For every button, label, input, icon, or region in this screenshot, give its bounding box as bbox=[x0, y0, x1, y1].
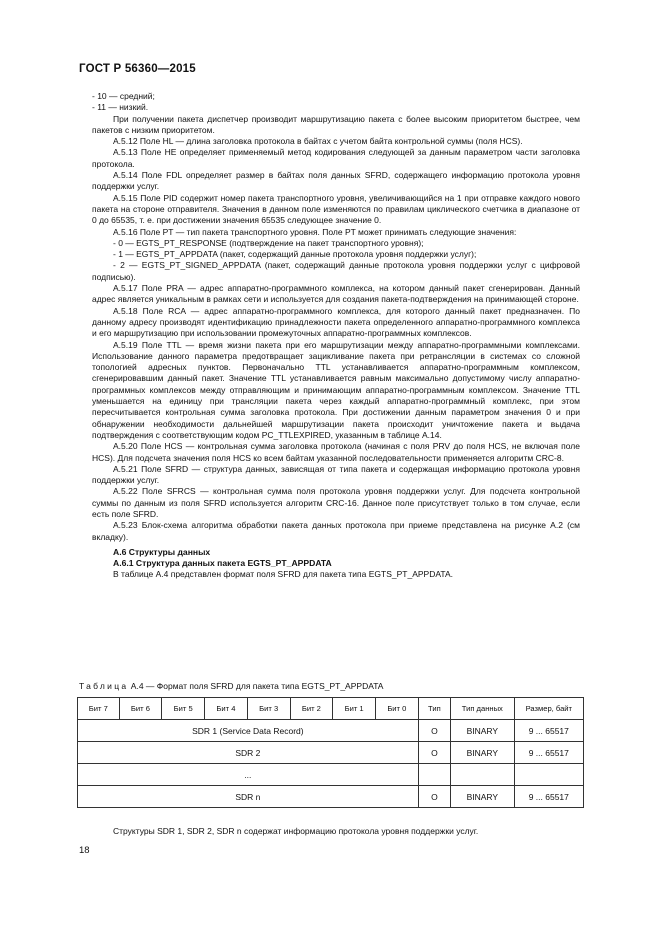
paragraph-a521: А.5.21 Поле SFRD — структура данных, зависящая от типа пакета и содержащая информацию протокола уровня поддержки услуг. bbox=[92, 463, 580, 486]
paragraph-a516: А.5.16 Поле PT — тип пакета транспортного уровня. Поле PT может принимать следующие значения: bbox=[113, 226, 517, 237]
table-cell-data-type bbox=[451, 764, 515, 786]
paragraph-a514: А.5.14 Поле FDL определяет размер в байтах поля данных SFRD, содержащего информацию протокола уровня поддержки услуг. bbox=[92, 170, 580, 192]
table-header-cell: Бит 2 bbox=[290, 698, 333, 720]
table-header-cell: Бит 1 bbox=[333, 698, 376, 720]
paragraph-a515: А.5.15 Поле PID содержит номер пакета транспортного уровня, увеличивающийся на 1 при отправке каждого нового пакета на стороне отправителя. Значения в данном поле изменяются по правилам циклического счетчика в диапазоне от 0 до 65535, т. е. при достижении значения 65535 следующее значение 0. bbox=[92, 192, 580, 226]
table-caption-text: А.4 — Формат поля SFRD для пакета типа EGTS_PT_APPDATA bbox=[128, 681, 384, 691]
section-heading-a6: А.6 Структуры данных bbox=[113, 546, 211, 557]
paragraph-after-table: Структуры SDR 1, SDR 2, SDR n содержат информацию протокола уровня поддержки услуг. bbox=[113, 826, 479, 836]
table-cell-size bbox=[514, 764, 583, 786]
table-cell-name: ... bbox=[78, 764, 419, 786]
table-row bbox=[78, 720, 584, 742]
table-row bbox=[78, 764, 584, 786]
table-header-cell: Бит 5 bbox=[162, 698, 205, 720]
list-item: - 11 — низкий. bbox=[92, 102, 149, 113]
table-header-cell: Бит 7 bbox=[78, 698, 120, 720]
table-header-cell: Тип bbox=[418, 698, 450, 720]
paragraph-a512: А.5.12 Поле HL — длина заголовка протокола в байтах с учетом байта контрольной суммы (поля HCS). bbox=[113, 136, 523, 147]
list-item-pt0: - 0 — EGTS_PT_RESPONSE (подтверждение на пакет транспортного уровня); bbox=[113, 237, 424, 248]
table-cell-size: 9 ... 65517 bbox=[514, 786, 583, 808]
table-header-row bbox=[78, 698, 584, 720]
table-header-cell: Бит 6 bbox=[119, 698, 162, 720]
paragraph-a518: А.5.18 Поле RCA — адрес аппаратно-программного комплекса, для которого данный пакет предназначен. По данному адресу производят идентификацию принадлежности пакета определенного аппаратно-программного комплекса и его маршрутизацию при использовании промежуточных аппаратно-программных комплексов. bbox=[92, 305, 580, 339]
table-header-cell: Бит 0 bbox=[375, 698, 418, 720]
table-caption bbox=[79, 681, 383, 692]
table-cell-data-type: BINARY bbox=[451, 742, 515, 764]
table-cell-name: SDR 2 bbox=[78, 742, 419, 764]
table-cell-name: SDR 1 (Service Data Record) bbox=[78, 720, 419, 742]
paragraph-a522: А.5.22 Поле SFRCS — контрольная сумма поля протокола уровня поддержки услуг. Для подсчета контрольной суммы по данным из поля SFRD используется алгоритм CRC-16. Данное поле присутствует только в том случае, если есть поле SFRD. bbox=[92, 486, 580, 519]
table-cell-type: O bbox=[418, 742, 450, 764]
table-cell-data-type: BINARY bbox=[451, 720, 515, 742]
list-item-pt1: - 1 — EGTS_PT_APPDATA (пакет, содержащий данные протокола уровня поддержки услуг); bbox=[113, 249, 477, 260]
table-cell-type: O bbox=[418, 786, 450, 808]
table-cell-type bbox=[418, 764, 450, 786]
table-header-cell: Размер, байт bbox=[514, 698, 583, 720]
paragraph-a520: А.5.20 Поле HCS — контрольная сумма заголовка протокола (начиная с поля PRV до поля HCS, не включая поле HCS). Для подсчета значения поля HCS ко всем байтам указанной последовательности применяется алгоритм CRC-8. bbox=[92, 441, 580, 463]
list-item-pt2: - 2 — EGTS_PT_SIGNED_APPDATA (пакет, содержащий данные протокола уровня поддержки услуг с цифровой подписью). bbox=[92, 260, 580, 282]
table-header-cell: Бит 4 bbox=[205, 698, 248, 720]
document-header: ГОСТ Р 56360—2015 bbox=[79, 63, 196, 75]
paragraph-a523: А.5.23 Блок-схема алгоритма обработки пакета данных протокола при приеме представлена на рисунке А.2 (см вкладку). bbox=[92, 520, 580, 542]
paragraph-a513: А.5.13 Поле HE определяет применяемый метод кодирования следующей за данным параметром части заголовка протокола. bbox=[92, 147, 580, 169]
document-body bbox=[92, 91, 580, 581]
subsection-heading-a61: А.6.1 Структура данных пакета EGTS_PT_APPDATA bbox=[113, 558, 332, 569]
table-cell-type: O bbox=[418, 720, 450, 742]
table-row bbox=[78, 786, 584, 808]
paragraph-table-intro: В таблице А.4 представлен формат поля SFRD для пакета типа EGTS_PT_APPDATA. bbox=[113, 569, 453, 580]
table-row bbox=[78, 742, 584, 764]
paragraph-a517: А.5.17 Поле PRA — адрес аппаратно-программного комплекса, на котором данный пакет сгенерирован. Данный адрес является уникальным в рамках сети и используется для создания пакета-подтверждения на принимающей стороне. bbox=[92, 283, 580, 305]
table-cell-size: 9 ... 65517 bbox=[514, 742, 583, 764]
sfrd-format-table bbox=[77, 697, 584, 808]
table-cell-data-type: BINARY bbox=[451, 786, 515, 808]
paragraph-priority: При получении пакета диспетчер производит маршрутизацию пакета с более высоким приоритетом быстрее, чем пакетов с низким приоритетом. bbox=[92, 113, 580, 135]
table-cell-name: SDR n bbox=[78, 786, 419, 808]
table-header-cell: Бит 3 bbox=[247, 698, 290, 720]
table-caption-word: Таблица bbox=[79, 681, 129, 691]
paragraph-a519: А.5.19 Поле TTL — время жизни пакета при его маршрутизации между аппаратно-программными комплексами. Использование данного параметра предотвращает зацикливание пакета при ретрансляции в системах со сложной топологией адресных пунктов. Первоначально TTL устанавливается аппаратно-программным комплексом, сгенерировавшим данный пакет. Значение TTL устанавливается равным максимально допустимому числу аппаратно-программных комплексов между отправляющим и принимающим аппаратно-программным комплексом. Значение TTL уменьшается на единицу при трансляции пакета через каждый аппаратно-программный комплекс, при этом пересчитывается контрольная сумма заголовка протокола. При достижении данным параметром значения 0 и при обнаружении необходимости дальнейшей маршрутизации пакета происходит уничтожение пакета и выдача подтверждения с соответствующим кодом PC_TTLEXPIRED, указанным в таблице А.14. bbox=[92, 339, 580, 440]
list-item: - 10 — средний; bbox=[92, 91, 155, 101]
page-number: 18 bbox=[79, 845, 90, 856]
table-cell-size: 9 ... 65517 bbox=[514, 720, 583, 742]
table-header-cell: Тип данных bbox=[451, 698, 515, 720]
